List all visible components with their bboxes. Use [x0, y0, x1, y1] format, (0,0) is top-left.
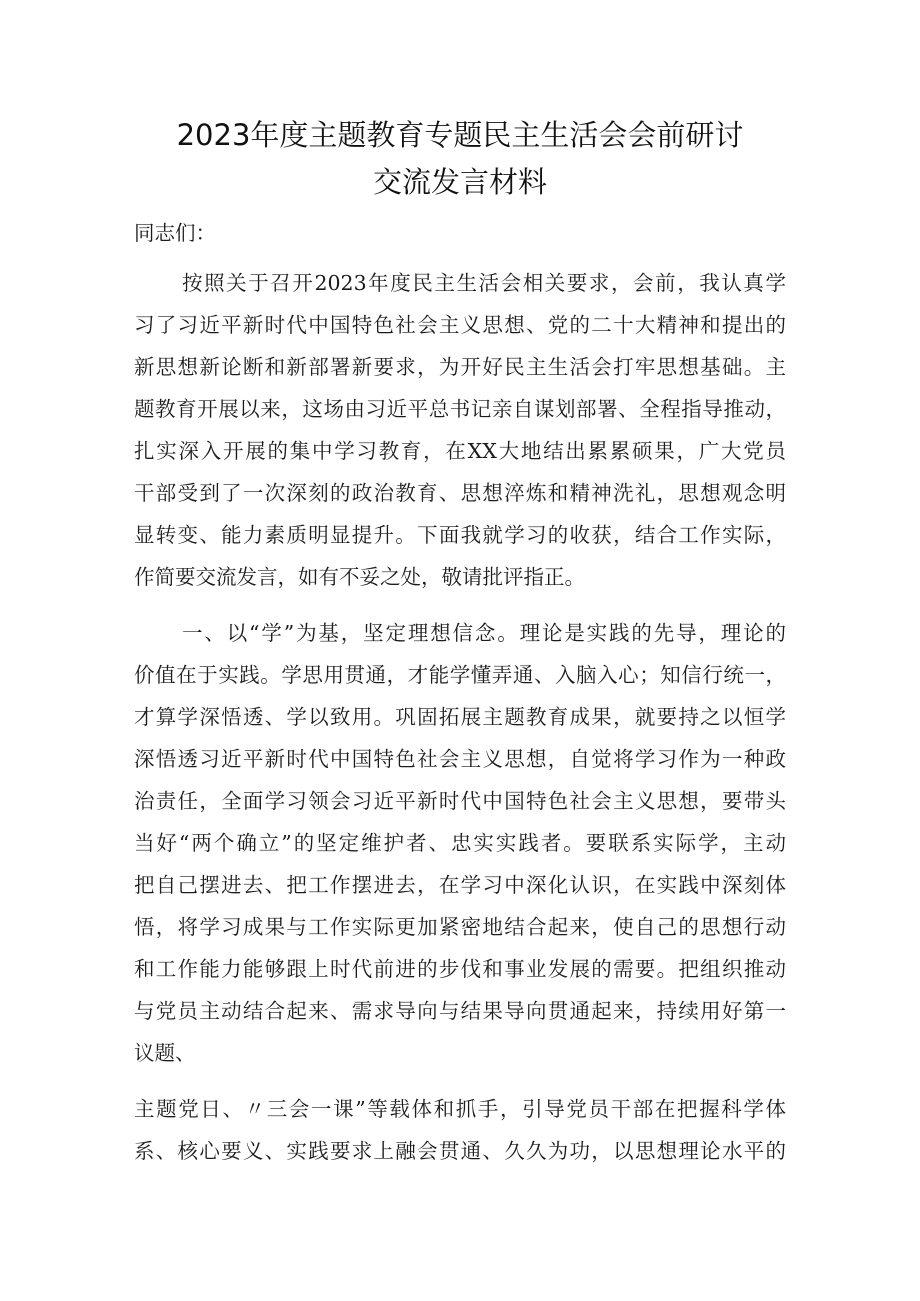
paragraph-1-line: 按照关于召开2023年度民主生活会相关要求，会前，我认真学 [182, 271, 786, 295]
paragraph-2-line: 治责任，全面学习领会习近平新时代中国特色社会主义思想，要带头 [134, 789, 786, 813]
paragraph-1-line: 干部受到了一次深刻的政治教育、思想淬炼和精神洗礼，思想观念明 [134, 481, 786, 505]
paragraph-2-line: 悟，将学习成果与工作实际更加紧密地结合起来，使自己的思想行动 [134, 915, 786, 939]
paragraph-2-line: 价值在于实践。学思用贯通，才能学懂弄通、入脑入心；知信行统一， [134, 663, 786, 687]
paragraph-2-line: 深悟透习近平新时代中国特色社会主义思想，自觉将学习作为一种政 [134, 747, 786, 771]
document-title-line-1: 2023年度主题教育专题民主生活会会前研讨 [176, 118, 744, 152]
paragraph-1-line: 扎实深入开展的集中学习教育，在XX大地结出累累硕果，广大党员 [134, 439, 786, 463]
paragraph-3-line: 主题党日、〃三会一课”等载体和抓手，引导党员干部在把握科学体 [134, 1097, 786, 1121]
document-title-line-2: 交流发言材料 [372, 165, 547, 199]
paragraph-1-line: 作简要交流发言，如有不妥之处，敬请批评指正。 [134, 565, 585, 589]
paragraph-2-line: 把自己摆进去、把工作摆进去，在学习中深化认识，在实践中深刻体 [134, 873, 786, 897]
salutation: 同志们： [134, 221, 216, 245]
paragraph-2-line: 一、以“学”为基，坚定理想信念。理论是实践的先导，理论的 [182, 621, 786, 645]
paragraph-1-line: 题教育开展以来，这场由习近平总书记亲自谋划部署、全程指导推动， [134, 397, 786, 421]
paragraph-2-line: 议题、 [134, 1041, 196, 1065]
paragraph-1-line: 新思想新论断和新部署新要求，为开好民主生活会打牢思想基础。主 [134, 355, 786, 379]
paragraph-1-line: 习了习近平新时代中国特色社会主义思想、党的二十大精神和提出的 [134, 313, 786, 337]
paragraph-1-line: 显转变、能力素质明显提升。下面我就学习的收获，结合工作实际， [134, 523, 786, 547]
paragraph-2-line: 和工作能力能够跟上时代前进的步伐和事业发展的需要。把组织推动 [134, 957, 786, 981]
paragraph-3-line: 系、核心要义、实践要求上融会贯通、久久为功，以思想理论水平的 [134, 1139, 786, 1163]
paragraph-2-line: 当好“两个确立”的坚定维护者、忠实实践者。要联系实际学，主动 [134, 831, 786, 855]
paragraph-2-line: 与党员主动结合起来、需求导向与结果导向贯通起来，持续用好第一 [134, 999, 786, 1023]
paragraph-2-line: 才算学深悟透、学以致用。巩固拓展主题教育成果，就要持之以恒学 [134, 705, 786, 729]
